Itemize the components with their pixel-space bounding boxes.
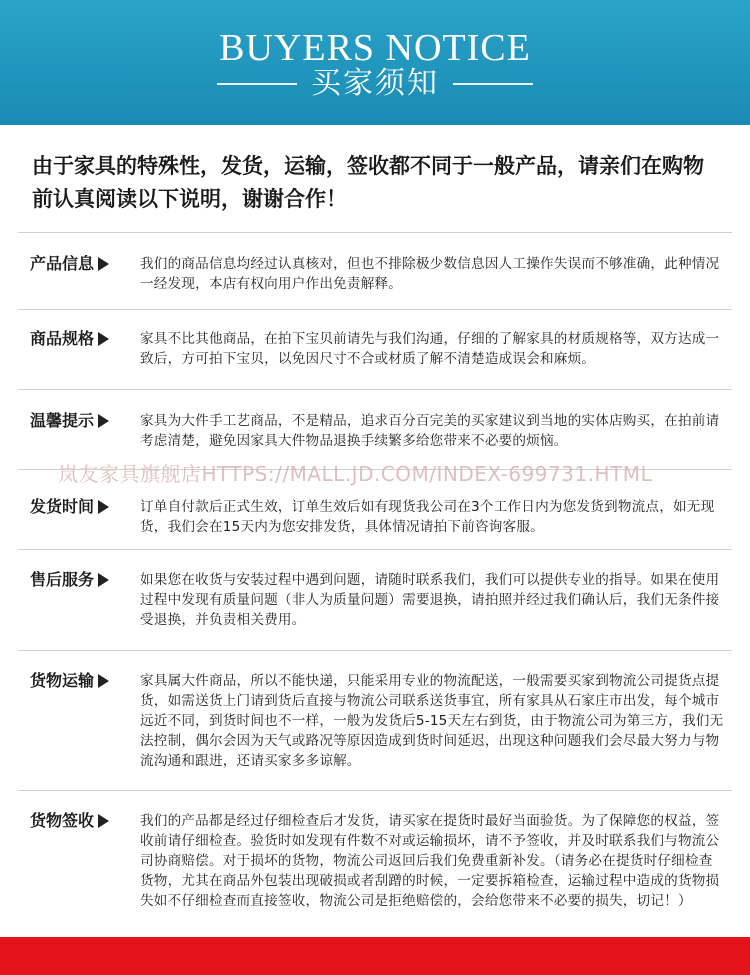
- notice-row-after-sales: [18, 550, 732, 651]
- row-text: 我们的产品都是经过仔细检查后才发货，请买家在提货时最好当面验货。为了保障您的权益，签收前请仔细检查。验货时如发现有件数不对或运输损坏，请不予签收，并及时联系我们与物流公司协商赔偿。对于损坏的货物，物流公司返回后我们免费重新补发。（请务必在提货时仔细检查货物，尤其在商品外包装出现破损或者刮蹭的时候，一定要拆箱检查，运输过程中造成的货物损失如不仔细检查而直接签收，物流公司是拒绝赔偿的，会给您带来不必要的损失，切记！）: [140, 813, 720, 909]
- notice-row-tips: [18, 390, 732, 470]
- row-label-wrap: [18, 570, 140, 590]
- header-banner: [0, 0, 750, 125]
- divider-left: [217, 83, 297, 85]
- arrow-right-icon: [98, 500, 109, 514]
- row-text: 我们的商品信息均经过认真核对，但也不排除极少数信息因人工操作失误而不够准确，此种情况一经发现，本店有权向用户作出免责解释。: [140, 256, 720, 292]
- notice-row-spec: [18, 310, 732, 390]
- banner-title: BUYERS NOTICE: [219, 27, 531, 69]
- row-label: 商品规格: [30, 329, 95, 348]
- row-text: 家具为大件手工艺商品，不是精品，追求百分百完美的买家建议到当地的实体店购买，在拍前请考虑清楚，避免因家具大件物品退换手续繁多给您带来不必要的烦恼。: [140, 413, 720, 449]
- row-label-wrap: [18, 254, 140, 274]
- row-label: 货物签收: [30, 811, 95, 830]
- row-label: 货物运输: [30, 671, 95, 690]
- banner-subtitle-row: [0, 66, 750, 102]
- banner-subtitle: 买家须知: [311, 66, 439, 101]
- row-label-wrap: [18, 411, 140, 431]
- arrow-right-icon: [98, 414, 109, 428]
- arrow-right-icon: [98, 573, 109, 587]
- row-text: 如果您在收货与安装过程中遇到问题，请随时联系我们，我们可以提供专业的指导。如果在使用过程中发现有质量问题（非人为质量问题）需要退换，请拍照并经过我们确认后，我们无条件接受退换，并负责相关费用。: [140, 572, 720, 628]
- arrow-right-icon: [98, 257, 109, 271]
- row-text: 订单自付款后正式生效，订单生效后如有现货我公司在3个工作日内为您发货到物流点，如无现货，我们会在15天内为您安排发货，具体情况请拍下前咨询客服。: [140, 499, 715, 535]
- store-watermark: 岚友家具旗舰店HTTPS://MALL.JD.COM/INDEX-699731.HTML: [58, 462, 653, 486]
- row-label-wrap: [18, 671, 140, 691]
- notice-row-transport: [18, 651, 732, 791]
- row-label: 产品信息: [30, 254, 95, 273]
- row-label: 发货时间: [30, 497, 95, 516]
- row-label-wrap: [18, 329, 140, 349]
- notice-list: [18, 232, 732, 932]
- row-label-wrap: [18, 497, 140, 517]
- arrow-right-icon: [98, 814, 109, 828]
- divider-right: [453, 83, 533, 85]
- row-text: 家具属大件商品，所以不能快递，只能采用专业的物流配送，一般需要买家到物流公司提货点提货，如需送货上门请到货后直接与物流公司联系送货事宜，所有家具从石家庄市出发，每个城市远近不同，到货时间也不一样，一般为发货后5-15天左右到货，由于物流公司为第三方，我们无法控制，偶尔会因为天气或路况等原因造成到货时间延迟，出现这种问题我们会尽最大努力与物流沟通和跟进，还请买家多多谅解。: [140, 673, 724, 769]
- intro-text: 由于家具的特殊性，发货，运输，签收都不同于一般产品，请亲们在购物前认真阅读以下说明，谢谢合作！: [32, 154, 704, 211]
- row-label-wrap: [18, 811, 140, 831]
- row-label: 温馨提示: [30, 411, 95, 430]
- footer-bar: [0, 937, 750, 975]
- notice-row-product-info: [18, 233, 732, 310]
- row-text: 家具不比其他商品，在拍下宝贝前请先与我们沟通，仔细的了解家具的材质规格等，双方达成一致后，方可拍下宝贝，以免因尺寸不合或材质了解不清楚造成误会和麻烦。: [140, 331, 720, 367]
- row-label: 售后服务: [30, 570, 95, 589]
- notice-row-receipt: [18, 791, 732, 932]
- arrow-right-icon: [98, 674, 109, 688]
- arrow-right-icon: [98, 332, 109, 346]
